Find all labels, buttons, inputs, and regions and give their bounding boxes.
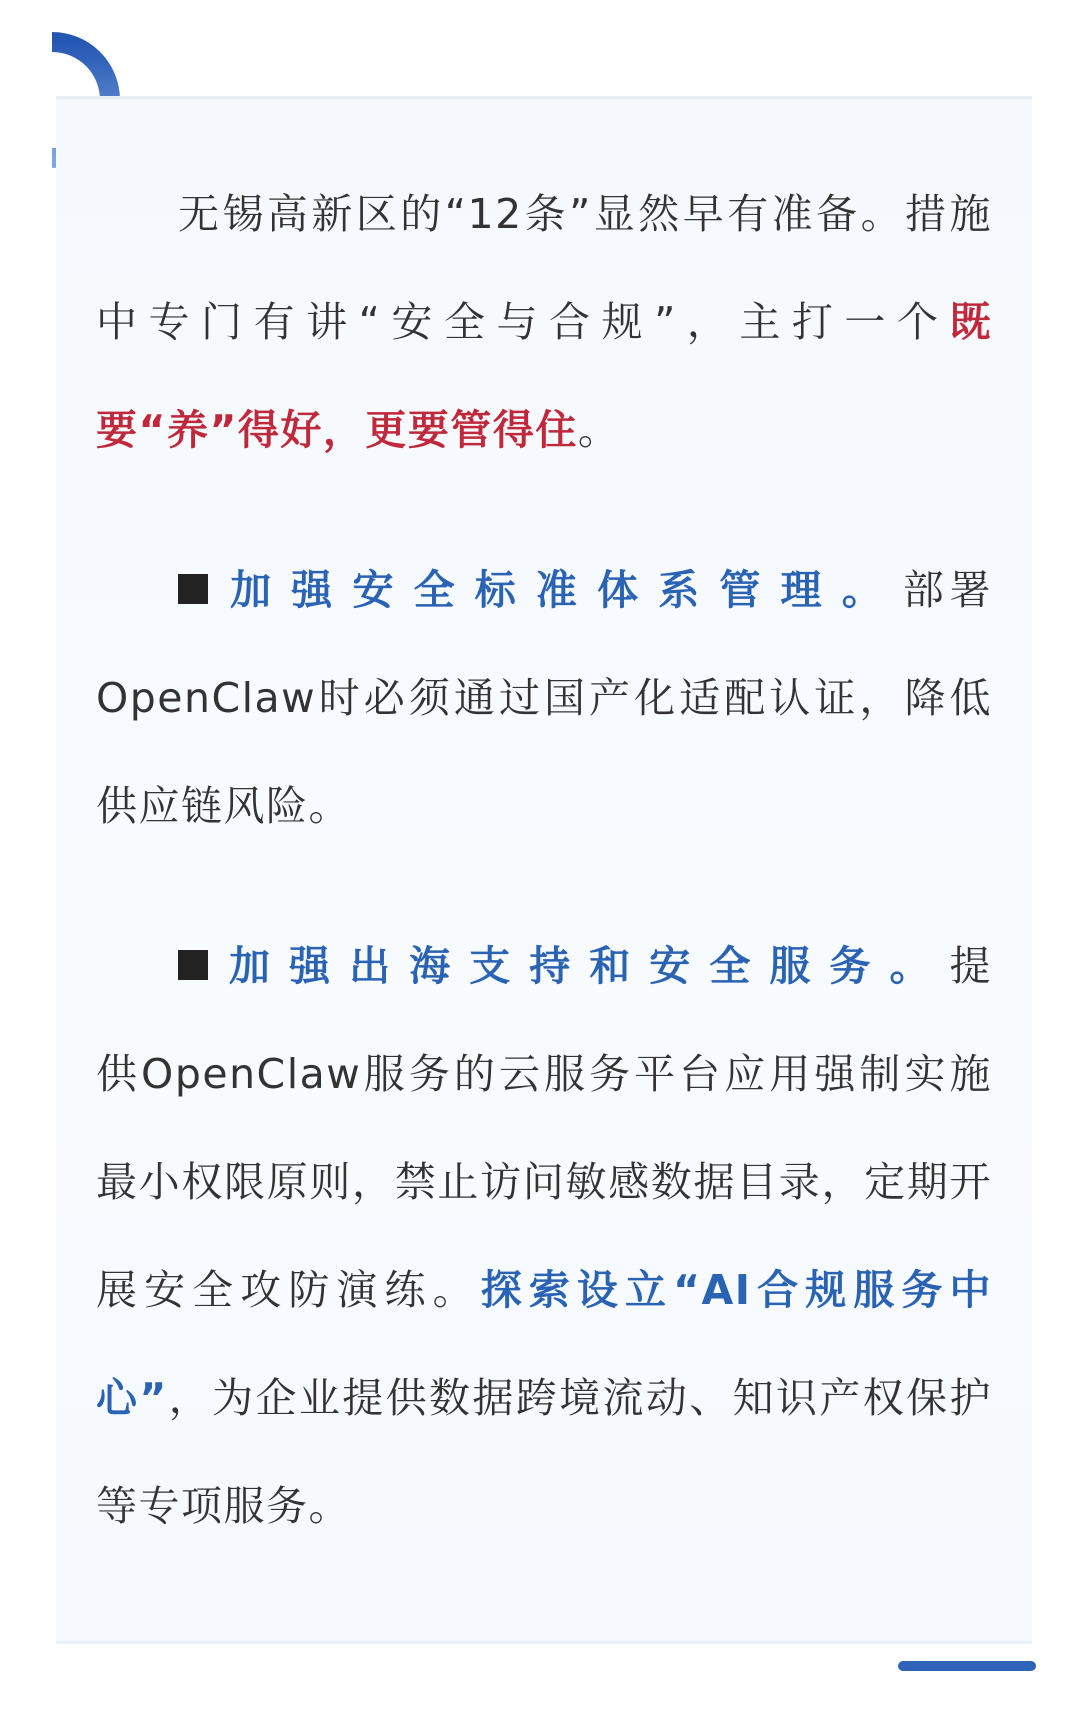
section-tail-overseas: ，为企业提供数据跨境流动、知识产权保护等专项服务。: [96, 1374, 992, 1530]
intro-tail: 。: [577, 406, 621, 454]
section-body-standards: 部署OpenClaw时必须通过国产化适配认证，降低供应链风险。: [96, 566, 993, 830]
section-security-standards: [96, 536, 992, 860]
section-overseas-support: [96, 912, 992, 1560]
section-highlight-ai-center: 探索设立“AI合规服务中心”: [96, 1266, 992, 1422]
black-square-icon: [178, 950, 208, 980]
paragraph-intro: [96, 160, 992, 484]
section-heading-overseas: 加强出海支持和安全服务。: [226, 942, 950, 990]
article-body: [96, 160, 992, 1560]
black-square-icon: [178, 574, 208, 604]
section-heading-standards: 加强安全标准体系管理。: [226, 566, 903, 614]
intro-text: 无锡高新区的“12条”显然早有准备。措施中专门有讲“安全与合规”，主打一个: [96, 190, 992, 346]
bottom-accent-bar: [898, 1661, 1036, 1671]
intro-highlight: 既要“养”得好，更要管得住: [96, 298, 992, 454]
section-body-overseas: 提供OpenClaw服务的云服务平台应用强制实施最小权限原则，禁止访问敏感数据目录，定期开展安全攻防演练。: [96, 942, 992, 1314]
